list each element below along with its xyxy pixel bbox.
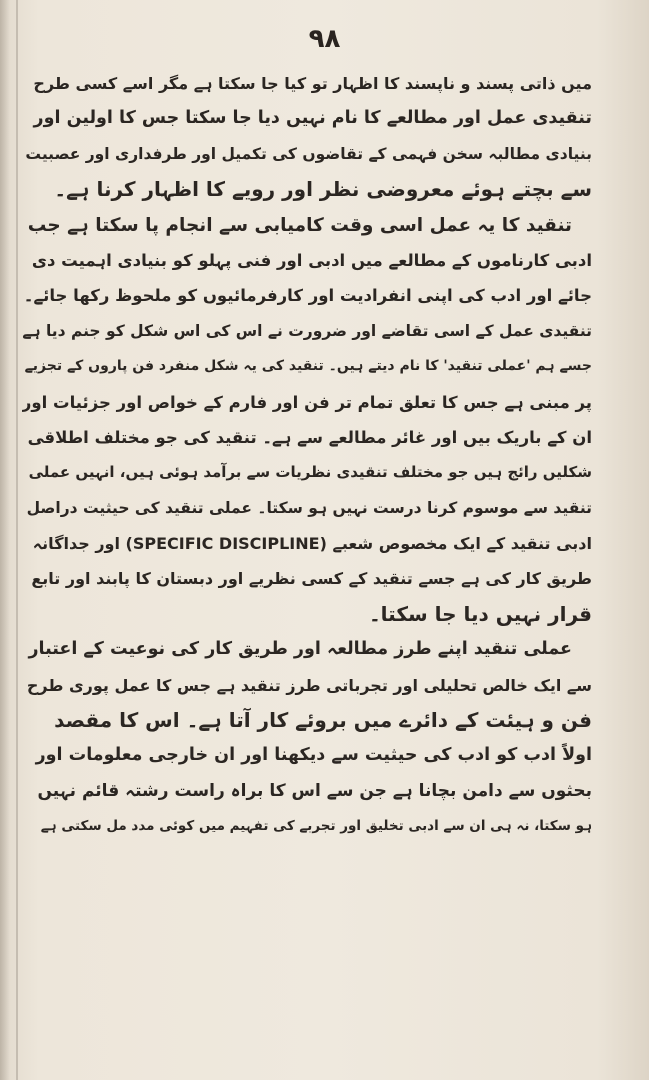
text-line: شکلیں رائج ہیں جو مختلف تنقیدی نظریات سے برآمد ہوئی ہیں، انہیں عملی xyxy=(28,463,592,482)
text-line: پر مبنی ہے جس کا تعلق تمام تر فن اور فارم کے خواص اور جزئیات اور xyxy=(22,392,592,412)
text-line: تنقید کا یہ عمل اسی وقت کامیابی سے انجام پا سکتا ہے جب xyxy=(27,214,572,236)
margin-rule xyxy=(16,0,18,1080)
page-gutter-shadow xyxy=(0,0,10,1080)
text-line: ان کے باریک بیں اور غائر مطالعے سے ہے۔ تنقید کی جو مختلف اطلاقی xyxy=(27,427,592,447)
body-text xyxy=(22,66,592,845)
text-line: قرار نہیں دیا جا سکتا۔ xyxy=(368,601,592,626)
text-line: تنقیدی عمل اور مطالعے کا نام نہیں دیا جا سکتا جس کا اولین اور xyxy=(33,108,592,129)
text-line: تنقیدی عمل کے اسی تقاضے اور ضرورت نے اس کی اس شکل کو جنم دیا ہے xyxy=(22,321,592,340)
text-line: فن و ہیئت کے دائرے میں بروئے کار آتا ہے۔ اس کا مقصد xyxy=(54,708,592,733)
page-number: ۹۸ xyxy=(308,24,341,54)
text-line: ہو سکتا، نہ ہی ان سے ادبی تخلیق اور تجربے کی تفہیم میں کوئی مدد مل سکتی ہے xyxy=(40,818,592,835)
text-line: جسے ہم 'عملی تنقید' کا نام دیتے ہیں۔ تنقید کی یہ شکل منفرد فن پاروں کے تجزیے xyxy=(24,358,592,375)
text-line: بحثوں سے دامن بچانا ہے جن سے اس کا براہ راست رشتہ قائم نہیں xyxy=(37,780,592,801)
text-line: تنقید سے موسوم کرنا درست نہیں ہو سکتا۔ عملی تنقید کی حیثیت دراصل xyxy=(26,498,592,517)
text-line: سے ایک خالص تحلیلی اور تجرباتی طرز تنقید ہے جس کا عمل پوری طرح xyxy=(26,675,592,695)
text-line: بنیادی مطالبہ سخن فہمی کے تقاضوں کی تکمیل اور طرفداری اور عصبیت xyxy=(25,144,592,163)
text-line: میں ذاتی پسند و ناپسند کا اظہار تو کیا جا سکتا ہے مگر اسے کسی طرح xyxy=(33,74,592,93)
text-line: سے بچتے ہوئے معروضی نظر اور رویے کا اظہار کرنا ہے۔ xyxy=(54,177,592,202)
text-line: طریق کار کی ہے جسے تنقید کے کسی نظریے اور دبستان کا پابند اور تابع xyxy=(31,569,592,589)
text-line: جائے اور ادب کی اپنی انفرادیت اور کارفرمائیوں کو ملحوظ رکھا جائے۔ xyxy=(23,286,592,306)
text-line: ادبی کارناموں کے مطالعے میں ادبی اور فنی پہلو کو بنیادی اہمیت دی xyxy=(31,250,592,270)
text-line: عملی تنقید اپنے طرز مطالعہ اور طریق کار کی نوعیت کے اعتبار xyxy=(28,639,572,660)
text-line: اولاً ادب کو ادب کی حیثیت سے دیکھنا اور ان خارجی معلومات اور xyxy=(35,745,592,766)
text-line: ادبی تنقید کے ایک مخصوص شعبے (SPECIFIC DISCIPLINE) اور جداگانہ xyxy=(32,534,592,554)
